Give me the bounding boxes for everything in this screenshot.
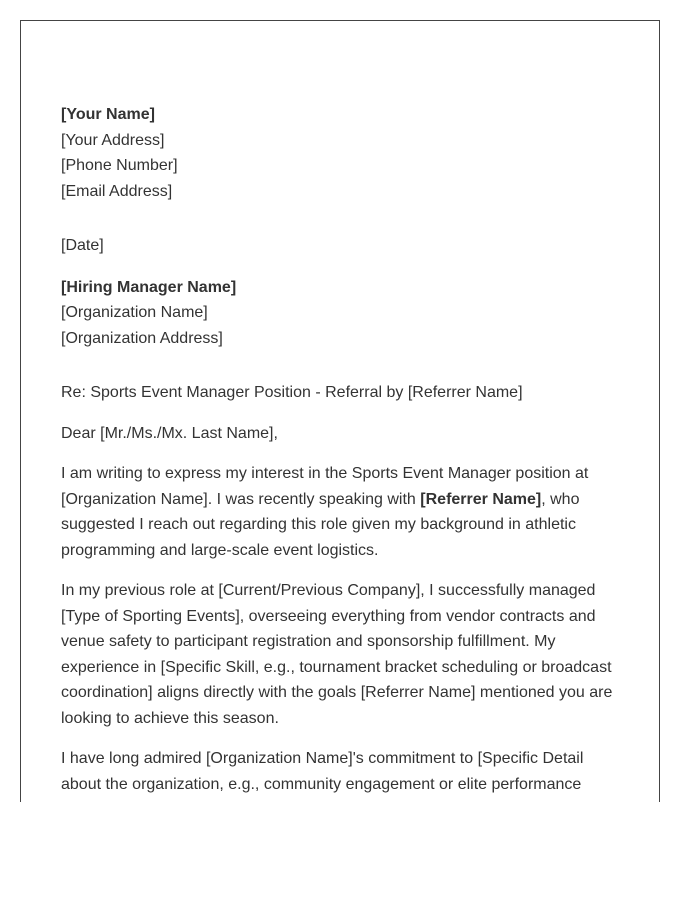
letter-date: [Date] — [61, 237, 104, 254]
sender-block — [61, 102, 621, 204]
date-block — [61, 233, 621, 259]
recipient-address: [Organization Address] — [61, 329, 223, 347]
paragraph-line: coordination] aligns directly with the goals [Referrer Name] mentioned you are — [61, 684, 613, 701]
paragraph-text: [Organization Name]. I was recently speaking with — [61, 490, 421, 508]
body-paragraph-2 — [61, 578, 621, 731]
paragraph-line: experience in [Specific Skill, e.g., tournament bracket scheduling or broadcast — [61, 658, 612, 676]
recipient-block — [61, 275, 621, 352]
paragraph-line: In my previous role at [Current/Previous Company], I successfully managed — [61, 582, 596, 599]
body-paragraph-1 — [61, 461, 621, 563]
letter-page — [20, 20, 660, 802]
paragraph-line: suggested I reach out regarding this role given my background in athletic — [61, 516, 576, 533]
recipient-name: [Hiring Manager Name] — [61, 278, 237, 296]
recipient-organization: [Organization Name] — [61, 304, 208, 321]
sender-address: [Your Address] — [61, 131, 165, 149]
salutation — [61, 421, 621, 447]
body-paragraph-3 — [61, 746, 621, 797]
paragraph-line: [Type of Sporting Events], overseeing everything from vendor contracts and — [61, 607, 596, 625]
letter-content — [61, 102, 621, 797]
paragraph-line: I am writing to express my interest in the Sports Event Manager position at — [61, 465, 589, 482]
subject-text: Re: Sports Event Manager Position - Referral by [Referrer Name] — [61, 384, 523, 401]
sender-email: [Email Address] — [61, 182, 173, 200]
salutation-text: Dear [Mr./Ms./Mx. Last Name], — [61, 424, 278, 442]
paragraph-line: about the organization, e.g., community engagement or elite performance — [61, 775, 582, 793]
sender-phone: [Phone Number] — [61, 157, 178, 174]
paragraph-text: , who — [541, 490, 580, 508]
sender-name: [Your Name] — [61, 106, 155, 123]
paragraph-line: I have long admired [Organization Name]'s commitment to [Specific Detail — [61, 750, 584, 767]
referrer-name: [Referrer Name] — [420, 490, 542, 508]
subject-line — [61, 380, 621, 406]
paragraph-line: programming and large-scale event logistics. — [61, 541, 379, 559]
paragraph-line: looking to achieve this season. — [61, 709, 279, 727]
paragraph-line: venue safety to participant registration and sponsorship fulfillment. My — [61, 633, 556, 650]
paragraph-line — [61, 487, 621, 513]
